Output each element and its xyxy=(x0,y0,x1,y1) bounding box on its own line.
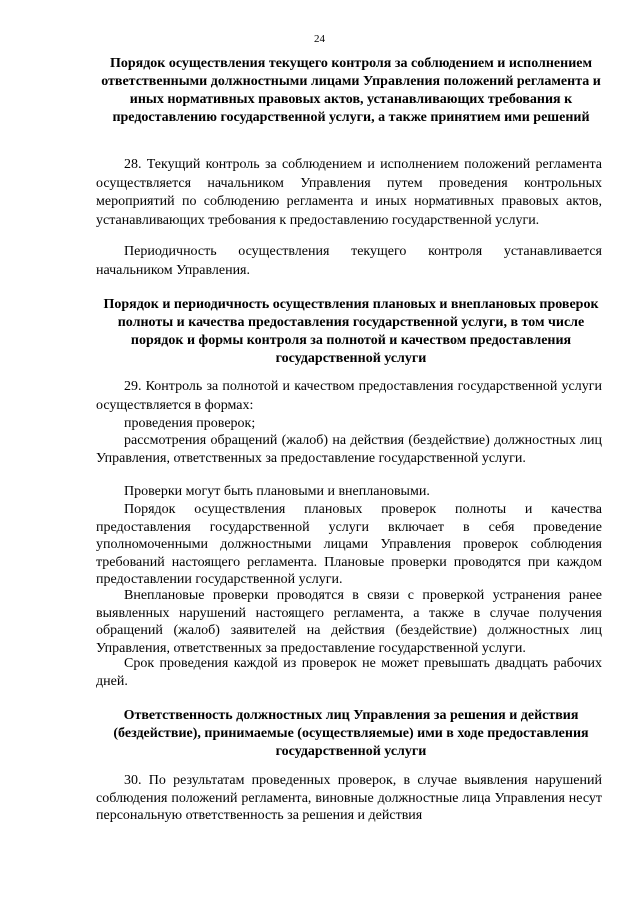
paragraph-inspection-term: Срок проведения каждой из проверок не может превышать двадцать рабочих дней. xyxy=(96,656,602,689)
paragraph-29: 29. Контроль за полнотой и качеством предоставления государственной услуги осуществляется в формах: xyxy=(96,379,602,413)
paragraph-periodicity: Периодичность осуществления текущего контроля устанавливается начальником Управления. xyxy=(96,244,602,278)
page-number: 24 xyxy=(314,33,325,45)
paragraph-planned-order: Порядок осуществления плановых проверок полноты и качества предоставления государственной услуги включает в себя проведение уполномоченными должностными лицами Управления проверок соблюдения требований настоящего регламента. Плановые проверки проводятся при каждом предоставлении государственной услуги. xyxy=(96,502,602,587)
paragraph-unplanned: Внеплановые проверки проводятся в связи с проверкой устранения ранее выявленных нарушений настоящего регламента, а также в случае получения обращений (жалоб) заявителей на действия (бездействие) должностных лиц Управления, ответственных за предоставление государственной услуги. xyxy=(96,588,602,656)
paragraph-30: 30. По результатам проведенных проверок, в случае выявления нарушений соблюдения положений регламента, виновные должностные лица Управления несут персональную ответственность за решения и действия xyxy=(96,773,602,823)
section-heading-inspections: Порядок и периодичность осуществления плановых и внеплановых проверок полноты и качества предоставления государственной услуги, в том числе порядок и формы контроля за полнотой и качеством предоставления государственной услуги xyxy=(103,297,599,366)
section-heading-current-control: Порядок осуществления текущего контроля за соблюдением и исполнением ответственными должностными лицами Управления положений регламента и иных нормативных правовых актов, устанавливающих требования к предоставлению государственной услуги, а также принятием ими решений xyxy=(101,56,601,125)
section-heading-responsibility: Ответственность должностных лиц Управления за решения и действия (бездействие), принимаемые (осуществляемые) ими в ходе предоставления государственной услуги xyxy=(113,708,589,759)
control-form-inspections: проведения проверок; xyxy=(124,416,256,431)
paragraph-28: 28. Текущий контроль за соблюдением и исполнением положений регламента осуществляется начальником Управления путем проведения контрольных мероприятий по соблюдению регламента и иных нормативных правовых актов, устанавливающих требования к предоставлению государственной услуги. xyxy=(96,157,602,228)
paragraph-inspection-types: Проверки могут быть плановыми и внеплановыми. xyxy=(124,484,430,499)
control-form-complaints: рассмотрения обращений (жалоб) на действия (бездействие) должностных лиц Управления, ответственных за предоставление государственной услуги. xyxy=(96,433,602,466)
